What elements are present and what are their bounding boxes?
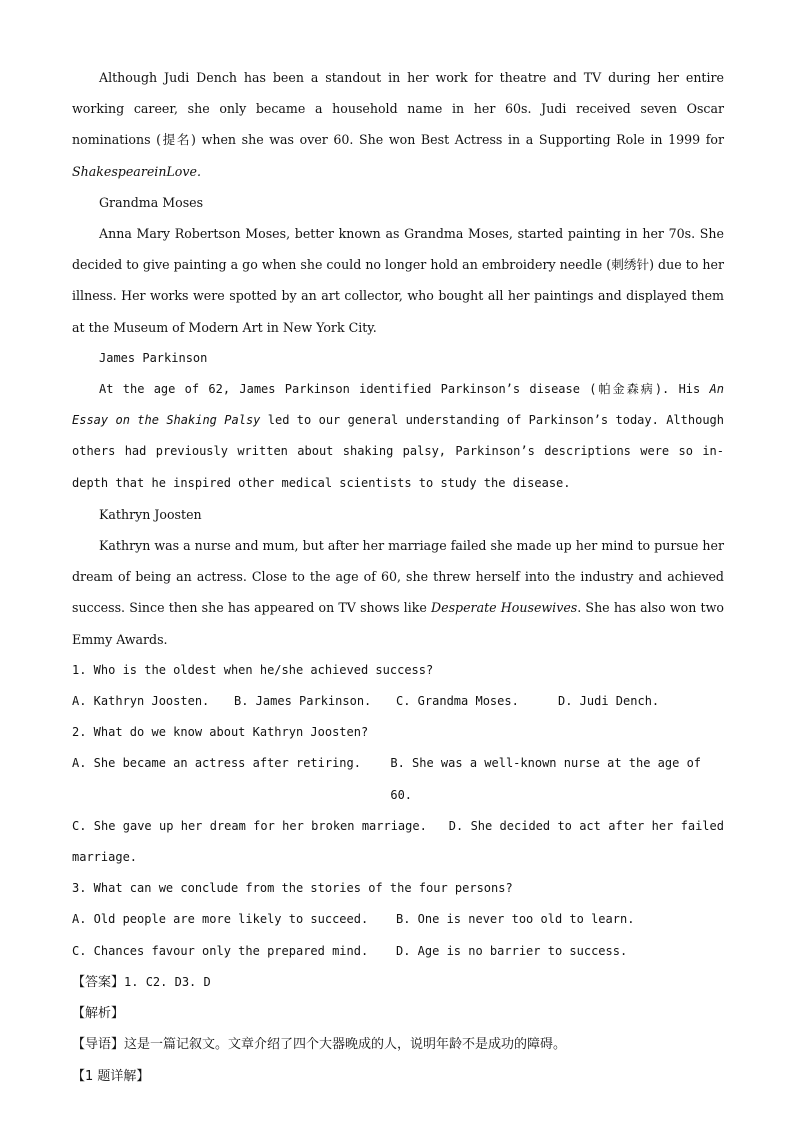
question-3-option-a: A. Old people are more likely to succeed.	[72, 912, 369, 927]
guide-text: 这是一篇记叙文。文章介绍了四个大器晚成的人，说明年龄不是成功的障碍。	[124, 1037, 567, 1053]
paragraph-judi-dench	[72, 62, 724, 187]
question-2-option-b: B. She was a well-known nurse at the age of 60.	[390, 756, 702, 802]
paragraph-kathryn-joosten	[72, 530, 724, 655]
question-1-option-b: B. James Parkinson.	[234, 694, 372, 709]
analysis-line	[72, 998, 724, 1029]
analysis-label: 【解析】	[72, 1006, 125, 1022]
book-title: An Essay on the Shaking Palsy	[72, 382, 724, 428]
question-3-option-c: C. Chances favour only the prepared mind.	[72, 943, 369, 958]
question-3-options-ab	[72, 904, 724, 935]
movie-title: ShakespeareinLove.	[72, 163, 201, 179]
answer-line	[72, 967, 724, 998]
question-2-options-ab	[72, 748, 724, 810]
question-1-option-d: D. Judi Dench.	[558, 694, 660, 709]
heading-james-parkinson: James Parkinson	[99, 350, 208, 365]
question-2-option-a: A. She became an actress after retiring.	[72, 756, 361, 771]
paragraph-text: At the age of 62, James Parkinson identified Parkinson’s disease (帕金森病). His	[99, 382, 710, 397]
paragraph-text: Although Judi Dench has been a standout in her work for theatre and TV during her entire working career, she only became a household name in her 60s. Judi received seven Oscar nominations (提名) when she was over 60. She won Best Actress in a Supporting Role in 1999 for	[72, 70, 724, 148]
paragraph-text: led to our general understanding of Parkinson’s today. Although others had previously written about shaking palsy, Parkinson’s descriptions were so in-depth that he inspired other medical scientists to study the disease.	[72, 413, 724, 490]
question-1-options	[72, 686, 724, 717]
paragraph-james-parkinson	[72, 374, 724, 499]
answer-label: 【答案】	[72, 974, 125, 990]
question-1-option-a: A. Kathryn Joosten.	[72, 694, 210, 709]
question-3-option-d: D. Age is no barrier to success.	[396, 943, 628, 958]
question-2-option-c: C. She gave up her dream for her broken marriage.	[72, 818, 427, 833]
question-1-option-c: C. Grandma Moses.	[396, 694, 519, 709]
question-3-options-cd	[72, 936, 724, 967]
question-2-stem: 2. What do we know about Kathryn Joosten?	[72, 725, 369, 740]
guide-label: 【导语】	[72, 1037, 125, 1053]
answer-text: 1. C2. D3. D	[124, 974, 211, 989]
question-3-stem: 3. What can we conclude from the stories of the four persons?	[72, 881, 513, 896]
detail-1-label: 【1 题详解】	[72, 1068, 150, 1084]
question-1-stem: 1. Who is the oldest when he/she achieved success?	[72, 662, 434, 677]
detail-1-line	[72, 1061, 724, 1092]
paragraph-text: Kathryn was a nurse and mum, but after her marriage failed she made up her mind to pursue her dream of being an actress. Close to the age of 60, she threw herself into the industry and achieved success. Since then she has appeared on TV shows like	[72, 538, 724, 616]
guide-line	[72, 1029, 724, 1060]
show-title: Desperate Housewives	[431, 600, 578, 616]
question-2-option-d: D. She decided to act after her failed marriage.	[72, 818, 724, 865]
question-3-option-b: B. One is never too old to learn.	[396, 912, 635, 927]
paragraph-grandma-moses: Anna Mary Robertson Moses, better known as Grandma Moses, started painting in her 70s. She decided to give painting a go when she could no longer hold an embroidery needle (刺绣针) due to her illness. Her works were spotted by an art collector, who bought all her paintings and displayed them at the Museum of Modern Art in New York City.	[72, 226, 724, 335]
document-page	[72, 62, 724, 1092]
paragraph-text: . She has also won two Emmy Awards.	[72, 600, 724, 647]
question-2-options-cd	[72, 811, 724, 873]
heading-grandma-moses: Grandma Moses	[99, 194, 204, 210]
heading-kathryn-joosten: Kathryn Joosten	[99, 506, 202, 522]
